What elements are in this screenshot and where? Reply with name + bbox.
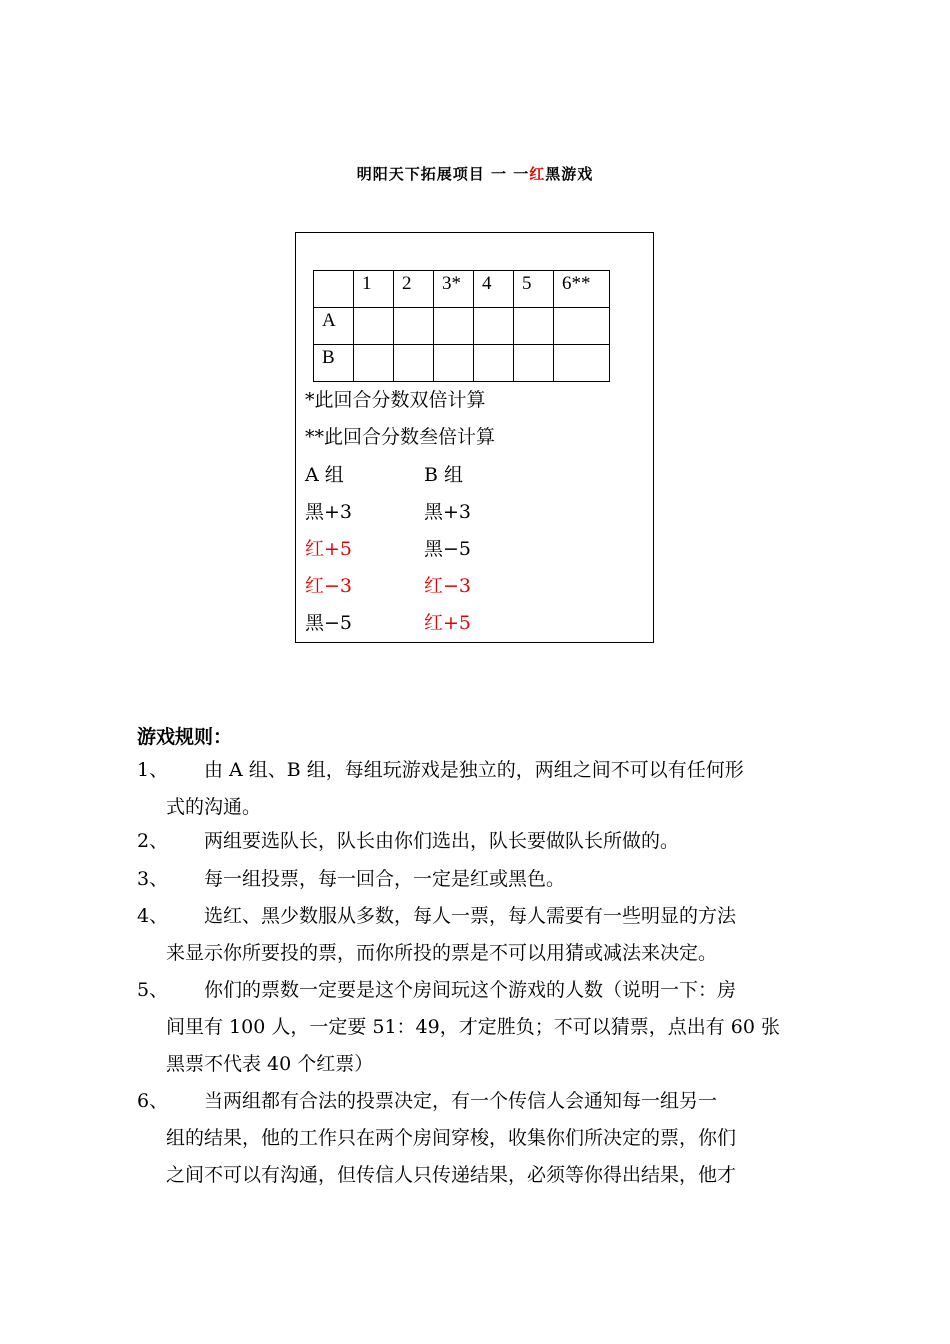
- rule-number: 6、: [137, 1090, 169, 1112]
- table-cell: 4: [474, 271, 514, 308]
- outcome-b: 黑+3: [424, 501, 472, 523]
- table-cell: [434, 308, 474, 345]
- rule-line: 间里有 100 人，一定要 51：49，才定胜负；不可以猜票，点出有 60 张: [166, 1016, 780, 1038]
- rule-line: 黑票不代表 40 个红票）: [166, 1053, 374, 1075]
- outcome-b: 红+5: [424, 612, 472, 634]
- table-cell: [314, 271, 354, 308]
- table-cell: [394, 308, 434, 345]
- table-cell: [554, 345, 610, 382]
- rule-line: 由 A 组、B 组，每组玩游戏是独立的，两组之间不可以有任何形: [204, 759, 744, 781]
- table-cell: [514, 345, 554, 382]
- table-cell: [434, 345, 474, 382]
- table-row: [314, 308, 610, 345]
- table-cell: 1: [354, 271, 394, 308]
- table-cell: A: [314, 308, 354, 345]
- table-cell: [394, 345, 434, 382]
- table-cell: B: [314, 345, 354, 382]
- rule-line: 每一组投票，每一回合，一定是红或黑色。: [204, 868, 566, 890]
- rule-line: 选红、黑少数服从多数，每人一票，每人需要有一些明显的方法: [204, 905, 737, 927]
- game-box: [295, 232, 654, 643]
- rule-line: 式的沟通。: [166, 796, 262, 818]
- rule-line: 两组要选队长，队长由你们选出，队长要做队长所做的。: [204, 830, 680, 852]
- table-cell: 2: [394, 271, 434, 308]
- outcome-a: 红+5: [305, 538, 353, 560]
- rule-line: 组的结果，他的工作只在两个房间穿梭，收集你们所决定的票，你们: [166, 1127, 737, 1149]
- table-cell: [474, 345, 514, 382]
- rule-line: 当两组都有合法的投票决定，有一个传信人会通知每一组另一: [204, 1090, 718, 1112]
- rules-heading: 游戏规则：: [137, 726, 233, 748]
- group-b-label: B 组: [424, 464, 464, 486]
- rule-number: 3、: [137, 868, 169, 890]
- table-cell: 5: [514, 271, 554, 308]
- table-cell: [354, 308, 394, 345]
- rule-line: 来显示你所要投的票，而你所投的票是不可以用猜或减法来决定。: [166, 942, 718, 964]
- table-cell: [554, 308, 610, 345]
- outcome-a: 红−3: [305, 575, 353, 597]
- score-table: [313, 270, 610, 382]
- outcome-a: 黑+3: [305, 501, 353, 523]
- note-triple: **此回合分数叁倍计算: [305, 426, 496, 448]
- rule-line: 你们的票数一定要是这个房间玩这个游戏的人数（说明一下：房: [204, 979, 737, 1001]
- rule-number: 1、: [137, 759, 169, 781]
- outcome-a: 黑−5: [305, 612, 353, 634]
- table-cell: [354, 345, 394, 382]
- outcome-b: 红−3: [424, 575, 472, 597]
- page-title: 明阳天下拓展项目 一 一红黑游戏: [356, 165, 594, 183]
- note-double: *此回合分数双倍计算: [305, 389, 486, 411]
- rule-number: 4、: [137, 905, 169, 927]
- group-a-label: A 组: [305, 464, 344, 486]
- table-cell: [474, 308, 514, 345]
- table-cell: 3*: [434, 271, 474, 308]
- rule-number: 2、: [137, 830, 169, 852]
- table-cell: [514, 308, 554, 345]
- outcome-b: 黑−5: [424, 538, 472, 560]
- rule-line: 之间不可以有沟通，但传信人只传递结果，必须等你得出结果，他才: [166, 1164, 737, 1186]
- table-header-row: [314, 271, 610, 308]
- table-cell: 6**: [554, 271, 610, 308]
- table-row: [314, 345, 610, 382]
- rule-number: 5、: [137, 979, 169, 1001]
